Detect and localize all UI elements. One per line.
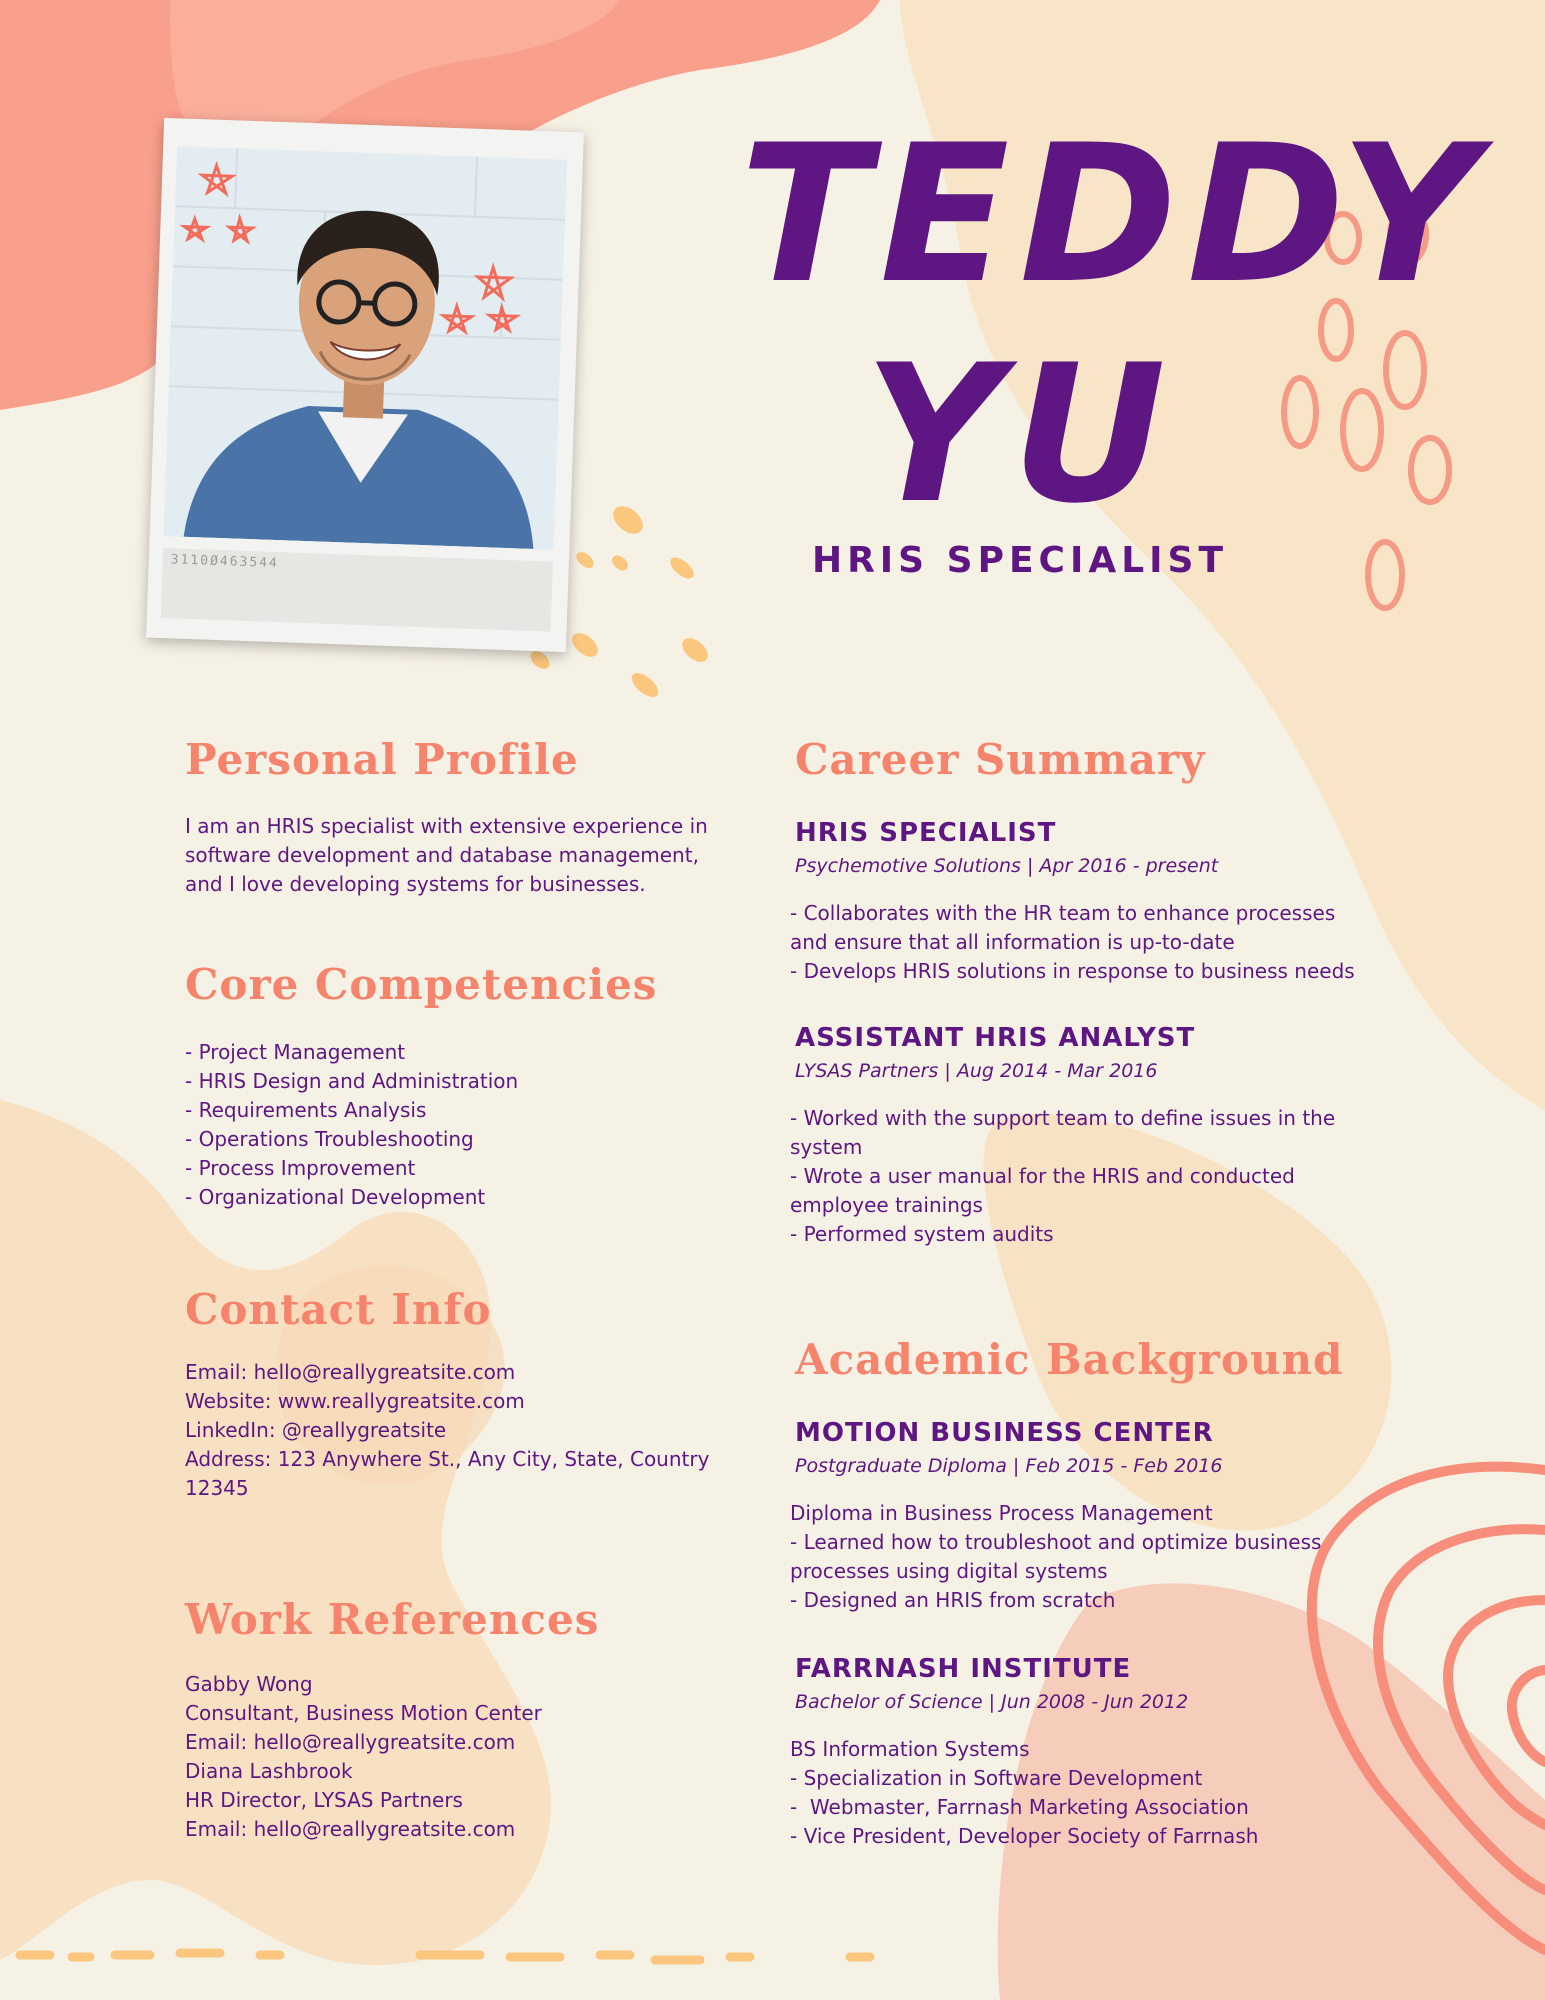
- job-duties: [790, 899, 1355, 986]
- contact-linkedin: LinkedIn: @reallygreatsite: [185, 1418, 447, 1442]
- competency-item: - Operations Troubleshooting: [185, 1127, 474, 1151]
- work-references-heading: Work References: [185, 1595, 600, 1644]
- competency-item: - HRIS Design and Administration: [185, 1069, 519, 1093]
- school-detail-line: Diploma in Business Process Management: [790, 1501, 1213, 1525]
- first-name: TEDDY: [740, 104, 1488, 325]
- job-duty-line: - Collaborates with the HR team to enhance processes: [790, 901, 1336, 925]
- personal-profile-text: [185, 812, 708, 899]
- reference-line: Gabby Wong: [185, 1672, 313, 1696]
- profile-photo: [164, 146, 567, 549]
- school-name: FARRNASH INSTITUTE: [795, 1654, 1132, 1684]
- competency-item: - Organizational Development: [185, 1185, 486, 1209]
- reference-line: Email: hello@reallygreatsite.com: [185, 1730, 516, 1754]
- job-duty-line: employee trainings: [790, 1193, 983, 1217]
- contact-email: Email: hello@reallygreatsite.com: [185, 1360, 516, 1384]
- reference-line: Email: hello@reallygreatsite.com: [185, 1817, 516, 1841]
- school-detail-line: - Designed an HRIS from scratch: [790, 1588, 1116, 1612]
- core-competencies-heading: Core Competencies: [185, 960, 658, 1009]
- job-duties: [790, 1104, 1335, 1249]
- film-code: 3110Ø463544: [170, 552, 280, 572]
- work-references-text: [185, 1670, 542, 1844]
- school-detail-line: processes using digital systems: [790, 1559, 1108, 1583]
- competency-item: - Requirements Analysis: [185, 1098, 427, 1122]
- job-duty-line: system: [790, 1135, 863, 1159]
- academic-background-heading: Academic Background: [795, 1335, 1344, 1384]
- competency-item: - Process Improvement: [185, 1156, 416, 1180]
- competency-item: - Project Management: [185, 1040, 406, 1064]
- job-duty-line: - Performed system audits: [790, 1222, 1054, 1246]
- school-detail-line: BS Information Systems: [790, 1737, 1030, 1761]
- contact-address-zip: 12345: [185, 1476, 249, 1500]
- career-summary-heading: Career Summary: [795, 735, 1206, 784]
- last-name: YU: [864, 324, 1176, 545]
- school-meta: Postgraduate Diploma | Feb 2015 - Feb 2016: [795, 1455, 1223, 1477]
- profile-line: and I love developing systems for businesses.: [185, 872, 646, 896]
- job-meta: Psychemotive Solutions | Apr 2016 - present: [795, 855, 1219, 877]
- school-detail-line: - Vice President, Developer Society of Farrnash: [790, 1824, 1259, 1848]
- photo-film-strip: [161, 548, 553, 632]
- contact-info-text: [185, 1358, 709, 1503]
- job-duty-line: - Develops HRIS solutions in response to business needs: [790, 959, 1355, 983]
- school-detail-line: - Webmaster, Farrnash Marketing Association: [790, 1795, 1249, 1819]
- job-title: HRIS SPECIALIST: [811, 540, 1229, 581]
- school-meta: Bachelor of Science | Jun 2008 - Jun 2012: [795, 1691, 1189, 1713]
- profile-line: I am an HRIS specialist with extensive experience in: [185, 814, 708, 838]
- school-detail-line: - Specialization in Software Development: [790, 1766, 1203, 1790]
- contact-address: Address: 123 Anywhere St., Any City, State, Country: [185, 1447, 710, 1471]
- reference-line: Consultant, Business Motion Center: [185, 1701, 542, 1725]
- profile-photo-illustration: [164, 146, 567, 549]
- job-duty-line: - Worked with the support team to define issues in the: [790, 1106, 1336, 1130]
- school-name: MOTION BUSINESS CENTER: [795, 1418, 1214, 1448]
- school-details: [790, 1735, 1258, 1851]
- reference-line: HR Director, LYSAS Partners: [185, 1788, 463, 1812]
- core-competencies-list: [185, 1038, 518, 1212]
- job-duty-line: - Wrote a user manual for the HRIS and conducted: [790, 1164, 1295, 1188]
- job-meta: LYSAS Partners | Aug 2014 - Mar 2016: [795, 1060, 1158, 1082]
- job-role: ASSISTANT HRIS ANALYST: [795, 1023, 1196, 1053]
- profile-line: software development and database management,: [185, 843, 699, 867]
- reference-line: Diana Lashbrook: [185, 1759, 353, 1783]
- personal-profile-heading: Personal Profile: [185, 735, 579, 784]
- contact-info-heading: Contact Info: [185, 1285, 492, 1334]
- job-role: HRIS SPECIALIST: [795, 818, 1057, 848]
- contact-website: Website: www.reallygreatsite.com: [185, 1389, 525, 1413]
- profile-photo-frame: [146, 118, 584, 652]
- job-duty-line: and ensure that all information is up-to-date: [790, 930, 1235, 954]
- school-details: [790, 1499, 1321, 1615]
- school-detail-line: - Learned how to troubleshoot and optimize business: [790, 1530, 1322, 1554]
